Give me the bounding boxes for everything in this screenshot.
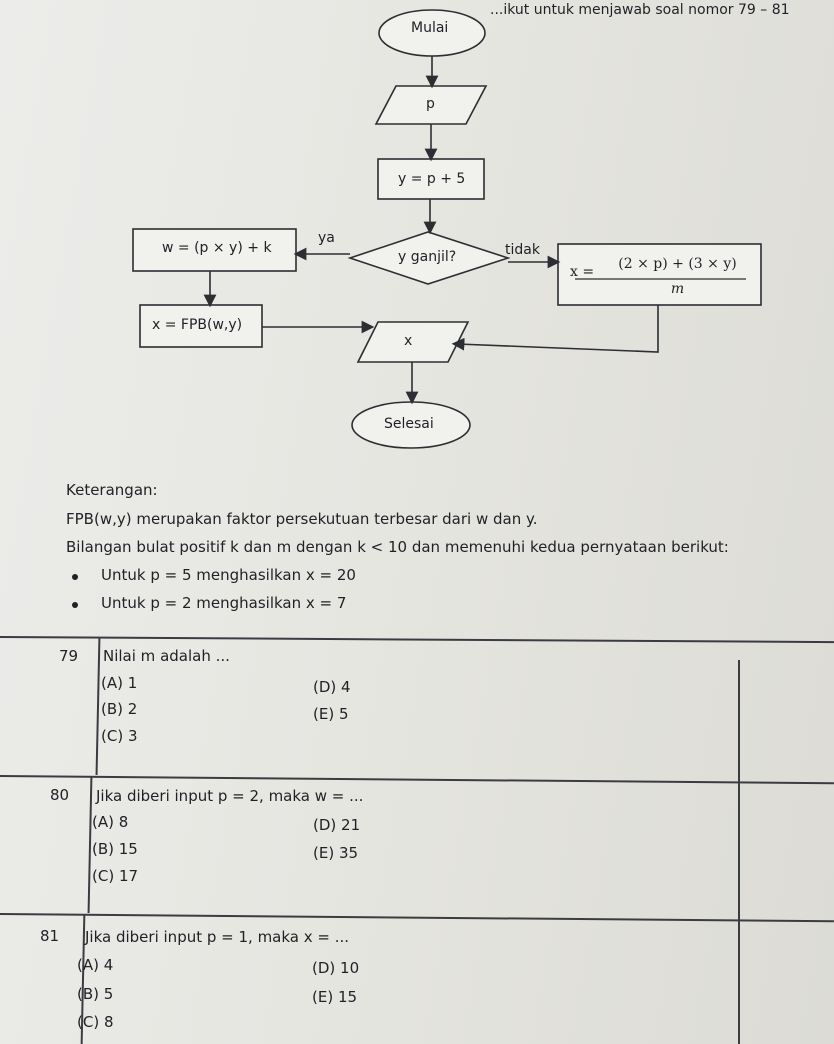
assign-y-label: y = p + 5 (398, 171, 466, 187)
option-b[interactable]: (B) 2 (101, 700, 138, 718)
question-text: Jika diberi input p = 2, maka w = ... (96, 787, 364, 805)
option-d[interactable]: (D) 10 (312, 959, 360, 977)
no-label: tidak (505, 242, 540, 258)
arrow-formula-output (458, 305, 658, 352)
formula-denominator: m (670, 281, 685, 297)
bullet-dot (72, 574, 78, 580)
option-b[interactable]: (B) 5 (77, 985, 114, 1003)
notes-line-2: Bilangan bulat positif k dan m dengan k < 10 dan memenuhi kedua pernyataan berikut: (66, 538, 729, 556)
end-label: Selesai (384, 416, 434, 432)
option-c[interactable]: (C) 3 (101, 727, 138, 745)
option-d[interactable]: (D) 21 (313, 816, 361, 834)
assign-x-fpb-label: x = FPB(w,y) (152, 317, 243, 333)
formula-numerator: (2 × p) + (3 × y) (618, 256, 737, 272)
start-label: Mulai (411, 20, 449, 36)
assign-w-label: w = (p × y) + k (162, 240, 272, 256)
formula-lhs: x = (570, 264, 595, 280)
question-text: Nilai m adalah ... (103, 647, 230, 665)
notes-heading: Keterangan: (66, 481, 158, 499)
question-text: Jika diberi input p = 1, maka x = ... (85, 928, 350, 946)
yes-label: ya (318, 230, 335, 246)
table-top-border (0, 636, 834, 643)
option-c[interactable]: (C) 8 (77, 1013, 114, 1031)
option-e[interactable]: (E) 35 (313, 844, 359, 862)
flowchart (0, 0, 834, 470)
option-d[interactable]: (D) 4 (313, 678, 351, 696)
question-number: 81 (40, 927, 60, 945)
input-label: p (426, 96, 435, 112)
option-a[interactable]: (A) 8 (92, 813, 129, 831)
notes-bullet-1: Untuk p = 5 menghasilkan x = 20 (101, 566, 356, 584)
option-e[interactable]: (E) 15 (312, 988, 358, 1006)
option-e[interactable]: (E) 5 (313, 705, 349, 723)
table-col-divider (96, 637, 100, 775)
table-row-divider (0, 913, 834, 922)
output-label: x (404, 333, 413, 349)
decision-label: y ganjil? (398, 249, 457, 265)
section-instruction: ...ikut untuk menjawab soal nomor 79 – 81 (490, 2, 790, 18)
table-right-border (738, 660, 740, 1044)
option-a[interactable]: (A) 4 (77, 956, 114, 974)
bullet-dot (72, 602, 78, 608)
option-a[interactable]: (A) 1 (101, 674, 138, 692)
table-row-divider (0, 775, 834, 784)
question-number: 79 (59, 647, 79, 665)
option-c[interactable]: (C) 17 (92, 867, 139, 885)
option-b[interactable]: (B) 15 (92, 840, 138, 858)
question-number: 80 (50, 786, 70, 804)
notes-line-1: FPB(w,y) merupakan faktor persekutuan terbesar dari w dan y. (66, 510, 538, 528)
output-parallelogram (358, 322, 468, 362)
notes-bullet-2: Untuk p = 2 menghasilkan x = 7 (101, 594, 347, 612)
